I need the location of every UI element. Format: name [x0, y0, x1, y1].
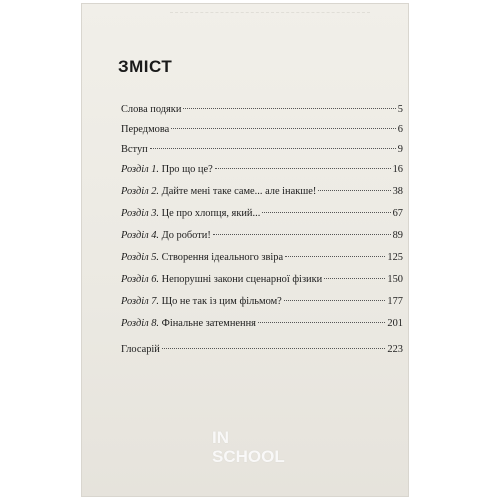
toc-entry-title: До роботи! — [159, 230, 211, 241]
page-title: ЗМІСТ — [118, 57, 173, 76]
toc-entry-title: Непорушні закони сценарної фізики — [159, 274, 323, 285]
toc-entry — [121, 124, 403, 138]
bleed-through-text — [170, 12, 370, 21]
watermark-logo — [212, 428, 285, 466]
leader-dots — [285, 256, 385, 257]
toc-entry-label — [121, 344, 160, 355]
toc-entry-title: Що не так із цим фільмом? — [159, 296, 282, 307]
leader-dots — [262, 212, 390, 213]
toc-entry — [121, 186, 403, 200]
toc-chapter-prefix: Розділ 8. — [121, 318, 160, 329]
toc-chapter-prefix: Розділ 6. — [121, 274, 160, 285]
toc-entry-title: Створення ідеального звіра — [159, 252, 284, 263]
leader-dots — [324, 278, 385, 279]
toc-page-number: 150 — [387, 274, 403, 285]
toc-chapter-prefix: Розділ 4. — [121, 230, 160, 241]
toc-entry-title: Це про хлопця, який... — [159, 208, 261, 219]
toc-entry-label — [121, 144, 148, 155]
toc-page-number: 38 — [392, 186, 403, 197]
toc-entry-label — [121, 274, 322, 285]
leader-dots — [284, 300, 386, 301]
leader-dots — [318, 190, 390, 191]
toc-entry-label — [121, 124, 169, 135]
watermark-line-1: IN — [212, 428, 229, 447]
toc-entry-label — [121, 230, 211, 241]
toc-entry — [121, 296, 403, 310]
toc-entry-title: Дайте мені таке саме... але інакше! — [159, 186, 317, 197]
toc-entry-title: Глосарій — [121, 344, 160, 355]
leader-dots — [215, 168, 391, 169]
leader-dots — [162, 348, 386, 349]
leader-dots — [183, 108, 395, 109]
book-page — [82, 4, 408, 496]
toc-entry — [121, 208, 403, 222]
toc-entry-label — [121, 208, 260, 219]
toc-entry-title: Слова подяки — [121, 104, 182, 115]
toc-chapter-prefix: Розділ 2. — [121, 186, 160, 197]
toc-page-number: 125 — [387, 252, 403, 263]
toc-page-number: 177 — [387, 296, 403, 307]
toc-entry-label — [121, 104, 181, 115]
toc-entry — [121, 274, 403, 288]
toc-entry — [121, 104, 403, 118]
toc-entry — [121, 144, 403, 158]
leader-dots — [150, 148, 396, 149]
toc-entry — [121, 344, 403, 358]
toc-entry-label — [121, 296, 282, 307]
toc-entry-title: Передмова — [121, 124, 170, 135]
watermark-line-2: SCHOOL — [212, 447, 285, 466]
leader-dots — [258, 322, 385, 323]
toc-chapter-prefix: Розділ 3. — [121, 208, 160, 219]
toc-entry — [121, 164, 403, 178]
toc-page-number: 6 — [397, 124, 403, 135]
toc-entry-title: Про що це? — [159, 164, 213, 175]
toc-entry-label — [121, 318, 256, 329]
toc-page-number: 67 — [392, 208, 403, 219]
toc-page-number: 201 — [387, 318, 403, 329]
toc-entry-title: Вступ — [121, 144, 148, 155]
toc-page-number: 223 — [387, 344, 403, 355]
toc-page-number: 89 — [392, 230, 403, 241]
leader-dots — [171, 128, 396, 129]
toc-entry — [121, 230, 403, 244]
toc-entry-label — [121, 252, 283, 263]
toc-page-number: 16 — [392, 164, 403, 175]
toc-page-number: 9 — [397, 144, 403, 155]
toc-entry-label — [121, 164, 213, 175]
toc-entry-title: Фінальне затемнення — [159, 318, 256, 329]
leader-dots — [213, 234, 391, 235]
toc-entry-label — [121, 186, 316, 197]
toc-entry — [121, 252, 403, 266]
toc-chapter-prefix: Розділ 1. — [121, 164, 160, 175]
toc-entry — [121, 318, 403, 332]
toc-chapter-prefix: Розділ 7. — [121, 296, 160, 307]
toc-chapter-prefix: Розділ 5. — [121, 252, 160, 263]
toc-page-number: 5 — [397, 104, 403, 115]
